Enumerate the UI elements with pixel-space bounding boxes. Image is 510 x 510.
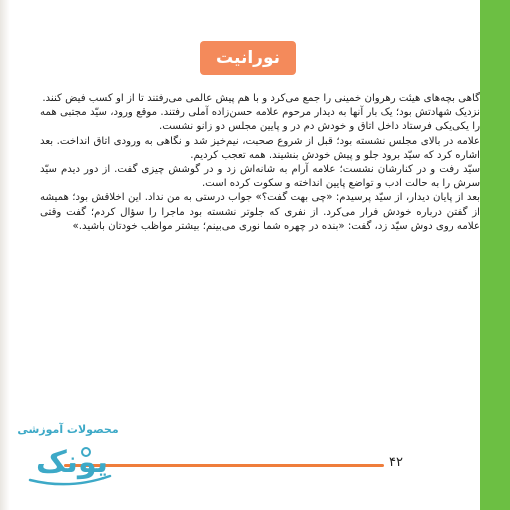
chapter-title: نورانیت bbox=[200, 41, 296, 75]
watermark-logo-icon bbox=[22, 436, 118, 486]
page-number: ۴۲ bbox=[389, 455, 403, 470]
watermark-brand: پونک bbox=[35, 445, 109, 480]
green-side-strip bbox=[480, 0, 510, 510]
watermark-tagline: محصولات آموزشی bbox=[17, 423, 119, 436]
paragraph: نزدیک شهادتش بود؛ یک بار آنها به دیدار مرحوم علامه حسن‌زاده آملی رفتند. موقع ورود، سیّد مجتبی همه را یکی‌یکی فرستاد داخل اتاق و خودش دم در و پایین مجلس دو زانو نشست. bbox=[40, 107, 480, 133]
paragraph: علامه در بالای مجلس نشسته بود؛ قبل از شروع صحبت، نیم‌خیز شد و نگاهی به ورودی اتاق انداخت. بعد اشاره کرد که سیّد برود جلو و پیش خودش بنشیند. همه تعجب کردیم. bbox=[40, 135, 480, 161]
paragraph: گاهی بچه‌های هیئت رهروان خمینی را جمع می‌کرد و با هم پیش عالمی می‌رفتند تا از او کسب فیض کنند. bbox=[42, 93, 480, 104]
body-text bbox=[40, 92, 480, 234]
paragraph: بعد از پایان دیدار، از سیّد پرسیدم: «چی بهت گفت؟» جواب درستی به من نداد. این اخلاقش بود؛ همیشه از گفتن درباره خودش فرار می‌کرد. از نفری که جلوتر نشسته بود ماجرا را سؤال کردم؛ گفت وقتی علامه روی دوش سیّد زد، گفت: «بنده در چهره شما نوری می‌بینم؛ بیشتر مواظب خودتان باشید.» bbox=[40, 192, 480, 232]
paragraph: سیّد رفت و در کنارشان نشست؛ علامه آرام به شانه‌اش زد و در گوشش چیزی گفت. از دور دیدم سیّد سرش را به حالت ادب و تواضع پایین انداخته و سکوت کرده است. bbox=[40, 164, 480, 190]
